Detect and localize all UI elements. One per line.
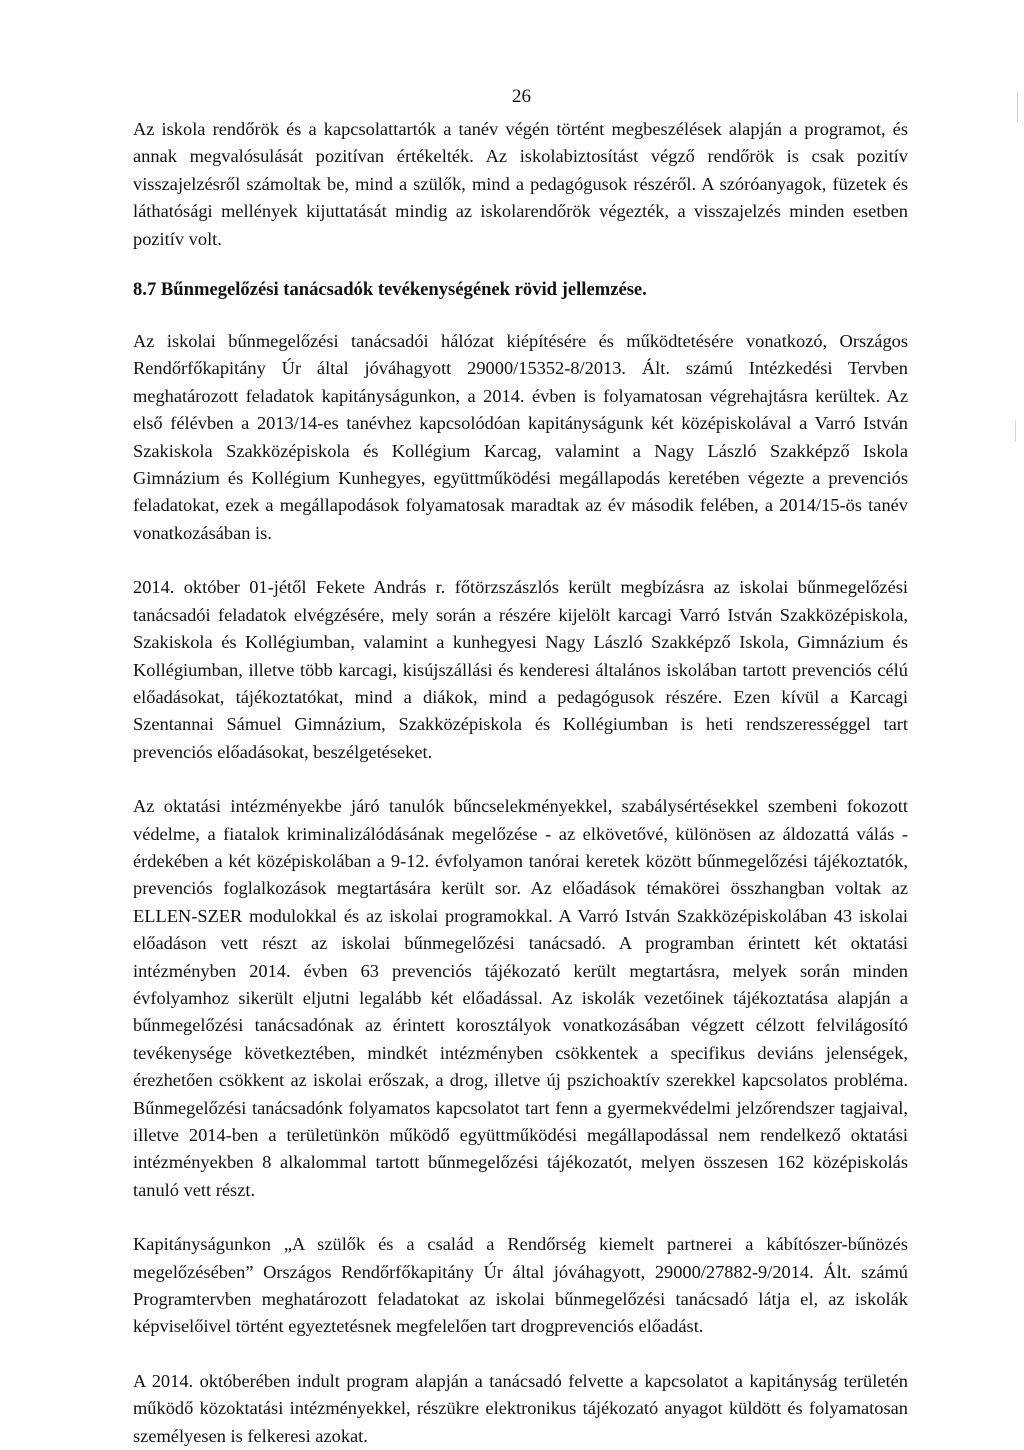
paragraph-drug-prevention: Kapitányságunkon „A szülők és a család a Rendőrség kiemelt partnerei a kábítószer-bűnözés megelőzésében” Országos Rendőrfőkapitány Úr által jóváhagyott, 29000/27882-9/2014. Ált. számú Programtervben meghatározott feladatokat az iskolai bűnmegelőzési tanácsadó látja el, az iskolák képviselőivel történt egyeztetésnek megfelelően tart drogprevenciós előadást. — [133, 1234, 908, 1337]
paragraph-program-start: A 2014. októberében indult program alapján a tanácsadó felvette a kapcsolatot a kapitányság területén működő közoktatási intézményekkel, részükre elektronikus tájékozató anyagot küldött és folyamatosan személyesen is felkeresi azokat. — [133, 1370, 908, 1446]
scan-edge-mark — [1017, 92, 1018, 122]
paragraph-school-police: Az iskola rendőrök és a kapcsolattartók a tanév végén történt megbeszélések alapján a programot, és annak megvalósulását pozitívan értékelték. Az iskolabiztosítást végző rendőrök is csak pozitív visszajelzésről számoltak be, mind a szülők, mind a pedagógusok részéről. A szóróanyagok, füzetek és láthatósági mellények kijuttatását mindig az iskolarendőrök végezték, a visszajelzés minden esetben pozitív volt. — [133, 119, 908, 249]
section-heading: 8.7 Bűnmegelőzési tanácsadók tevékenységének rövid jellemzése. — [133, 279, 647, 301]
paragraph-appointment: 2014. október 01-jétől Fekete András r. főtörzszászlós került megbízásra az iskolai bűnmegelőzési tanácsadói feladatok elvégzésére, mely során a részére kijelölt karcagi Varró István Szakközépiskola, Szakiskola és Kollégiumban, valamint a kunhegyesi Nagy László Szakképző Iskola, Gimnázium és Kollégiumban, illetve több karcagi, kisújszállási és kenderesi általános iskolában tartott prevenciós célú előadásokat, tájékoztatókat, mind a diákok, mind a pedagógusok részére. Ezen kívül a Karcagi Szentannai Sámuel Gimnázium, Szakközépiskola és Kollégiumban is heti rendszerességgel tart prevenciós előadásokat, beszélgetéseket. — [133, 577, 908, 762]
paragraph-advisory-network: Az iskolai bűnmegelőzési tanácsadói hálózat kiépítésére és működtetésére vonatkozó, Országos Rendőrfőkapitány Úr által jóváhagyott 29000/15352-8/2013. Ált. számú Intézkedési Tervben meghatározott feladatok kapitányságunkon, a 2014. évben is folyamatosan végrehajtásra kerültek. Az első félévben a 2013/14-es tanévhez kapcsolódóan kapitányságunk két középiskolával a Varró István Szakiskola Szakközépiskola és Kollégium Karcag, valamint a Nagy László Szakképző Iskola Gimnázium és Kollégium Kunhegyes, együttműködési megállapodás keretében végezte a prevenciós feladatokat, ezek a megállapodások folyamatosak maradtak az év második felében, a 2014/15-ös tanév vonatkozásában is. — [133, 331, 908, 543]
document-body — [133, 116, 908, 1450]
paragraph-student-protection: Az oktatási intézményekbe járó tanulók bűncselekményekkel, szabálysértésekkel szembeni fokozott védelme, a fiatalok kriminalizálódásának megelőzése - az elkövetővé, különösen az áldozattá válás - érdekében a két középiskolában a 9-12. évfolyamon tanórai keretek között bűnmegelőzési tájékoztatók, prevenciós foglalkozások megtartására került sor. Az előadások témakörei összhangban voltak az ELLEN-SZER modulokkal és az iskolai programokkal. A Varró István Szakközépiskolában 43 iskolai előadáson vett részt az iskolai bűnmegelőzési tanácsadó. A programban érintett két oktatási intézményben 2014. évben 63 prevenciós tájékozató került megtartásra, melyek során minden évfolyamhoz sikerült eljutni legalább két előadással. Az iskolák vezetőinek tájékoztatása alapján a bűnmegelőzési tanácsadónak az érintett korosztályok vonatkozásában végzett célzott felvilágosító tevékenysége következtében, mindkét intézményben csökkentek a specifikus deviáns jelenségek, érezhetően csökkent az iskolai erőszak, a drog, illetve új pszichoaktív szerekkel kapcsolatos probléma. Bűnmegelőzési tanácsadónk folyamatos kapcsolatot tart fenn a gyermekvédelmi jelzőrendszer tagjaival, illetve 2014-ben a területünkön működő együttműködési megállapodással nem rendelkező oktatási intézményekben 8 alkalommal tartott bűnmegelőzési tájékozatót, melyen összesen 162 középiskolás tanuló vett részt. — [133, 796, 908, 1200]
page-number: 26 — [512, 86, 531, 107]
scan-edge-mark — [1015, 420, 1016, 442]
